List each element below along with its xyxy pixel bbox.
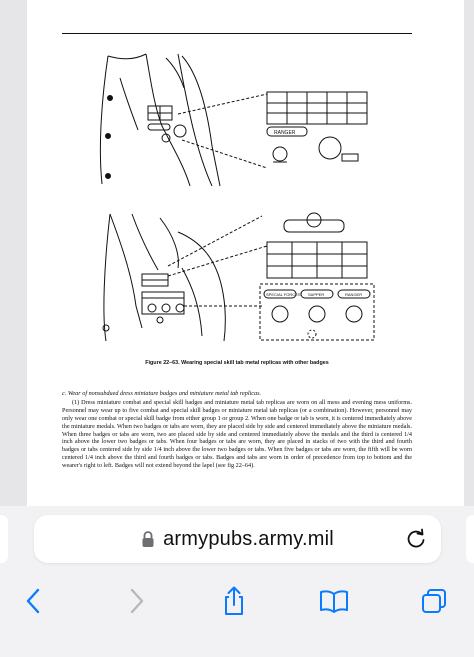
section-heading: c. Wear of nonsubdued dress miniature badges and miniature metal tab replicas. — [62, 390, 262, 397]
body-text — [62, 390, 412, 470]
share-icon — [222, 586, 246, 616]
header-rule — [62, 33, 412, 34]
lock-icon — [141, 530, 155, 548]
book-icon — [319, 589, 349, 613]
tabs-button[interactable] — [414, 581, 454, 621]
ranger-tab-label: RANGER — [274, 130, 296, 136]
previous-tab-peek[interactable] — [0, 515, 8, 563]
back-icon — [24, 588, 44, 614]
next-tab-peek[interactable] — [466, 515, 474, 563]
reload-icon[interactable] — [405, 528, 427, 550]
body-paragraph: (1) Dress miniature combat and special skill badges and miniature metal tab replicas are worn on all mess and evening mess uniforms. Personnel may wear up to five combat and special skill badges or miniature metal tab replicas (or a combination). However, personnel may only wear one combat or special skill badge from either group 1 or group 2. When one badge or tab is worn, it is centered immediately above the miniature medals. When two badges or tabs are worn, they are placed side by side and centered immediately above the miniature medals. When three badges or tabs are worn, two are placed side by side and centered immediately above the medals and the third is centered 1/4 inch above the lower two badges or tabs. When four badges or tabs are worn, they are placed in stacks of two with the third and fourth badges or tabs centered side by side 1/4 inch above the lower two badges or tabs. When five badges or tabs are worn, the fifth will be worn centered 1/4 inch above the third and fourth badges or tabs. Badges and tabs are worn in order of precedence from top to bottom and the wearer's right to left. Badges will not extend beyond the lapel (see fig 22–64). — [62, 398, 412, 470]
address-bar[interactable] — [34, 515, 441, 563]
special-forces-tab-label: SPECIAL FORCES — [266, 292, 301, 297]
forward-icon — [126, 588, 146, 614]
url-text[interactable]: armypubs.army.mil — [163, 527, 334, 550]
figure-caption: Figure 22–63. Wearing special skill tab metal replicas with other badges — [145, 360, 329, 366]
share-button[interactable] — [214, 581, 254, 621]
forward-button[interactable] — [116, 581, 156, 621]
ranger-tab-label-2: RANGER — [345, 292, 363, 297]
tabs-icon — [421, 588, 447, 614]
bottom-toolbar — [0, 573, 474, 657]
bookmarks-button[interactable] — [314, 581, 354, 621]
back-button[interactable] — [14, 581, 54, 621]
sapper-tab-label: SAPPER — [308, 292, 325, 297]
figure-illustration — [62, 36, 412, 366]
